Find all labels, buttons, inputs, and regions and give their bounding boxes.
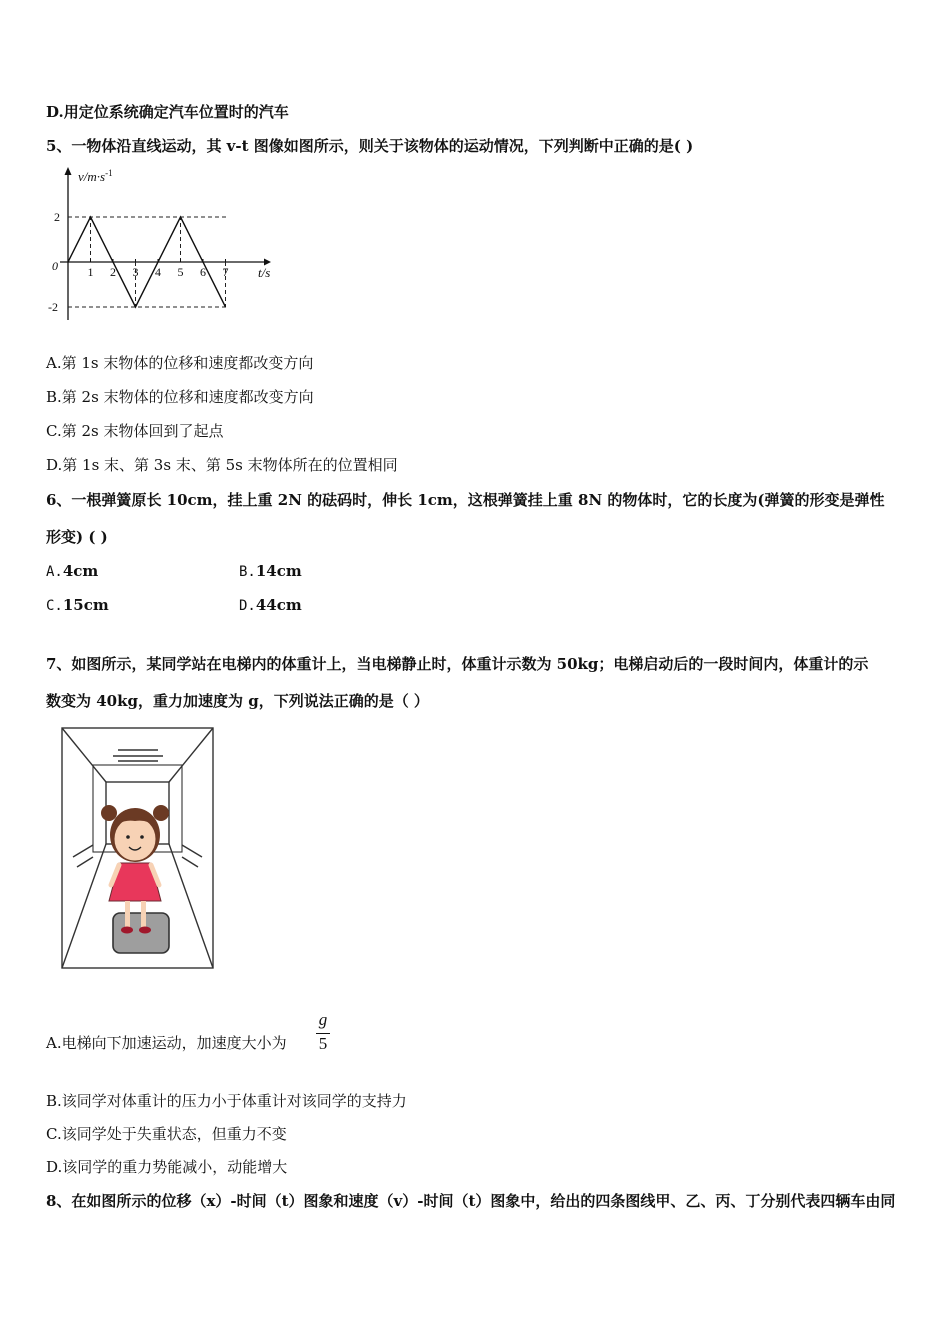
x-tick-label-2: 2 bbox=[110, 265, 116, 279]
q7-stem-line1: 7、如图所示，某同学站在电梯内的体重计上，当电梯静止时，体重计示数为 50kg；电梯启动后的一段时间内，体重计的示 bbox=[46, 655, 869, 673]
q5-option-a: A.第 1s 末物体的位移和速度都改变方向 bbox=[46, 354, 314, 372]
vt-graph bbox=[42, 165, 282, 330]
y-axis-arrow bbox=[65, 167, 72, 175]
q7-option-a: A.电梯向下加速运动，加速度大小为 bbox=[46, 1034, 287, 1052]
q5-option-c: C.第 2s 末物体回到了起点 bbox=[46, 422, 224, 440]
x-tick-label-4: 4 bbox=[155, 265, 161, 279]
x-tick-label-3: 3 bbox=[132, 265, 139, 279]
q6-option-b: B.14cm bbox=[239, 562, 302, 580]
x-tick-label-7: 7 bbox=[222, 265, 229, 279]
q5-stem: 5、一物体沿直线运动，其 v-t 图像如图所示，则关于该物体的运动情况，下列判断中正确的是( ) bbox=[46, 137, 694, 155]
q7-option-d: D.该同学的重力势能减小，动能增大 bbox=[46, 1158, 288, 1176]
q6-option-a: A.4cm bbox=[46, 562, 99, 580]
y-tick-label-0: 2 bbox=[54, 210, 60, 224]
x-tick-label-6: 6 bbox=[200, 265, 206, 279]
y-axis-label: $v/m\cdot s^{-1}$ bbox=[78, 168, 113, 184]
q5-option-b: B.第 2s 末物体的位移和速度都改变方向 bbox=[46, 388, 314, 406]
y-tick-label-1: -2 bbox=[48, 300, 58, 314]
q6-option-d: D.44cm bbox=[239, 596, 302, 614]
q6-stem-line2: 形变) ( ) bbox=[46, 528, 108, 546]
q7-option-c: C.该同学处于失重状态，但重力不变 bbox=[46, 1125, 287, 1143]
x-tick-label-1: 1 bbox=[87, 265, 94, 279]
q7-option-b: B.该同学对体重计的压力小于体重计对该同学的支持力 bbox=[46, 1092, 407, 1110]
q4-option-d: D.用定位系统确定汽车位置时的汽车 bbox=[46, 103, 289, 121]
origin-label: 0 bbox=[52, 259, 58, 273]
q6-option-c: C.15cm bbox=[46, 596, 109, 614]
elevator-illustration bbox=[61, 727, 215, 971]
q5-option-d: D.第 1s 末、第 3s 末、第 5s 末物体所在的位置相同 bbox=[46, 456, 398, 474]
x-tick-label-5: 5 bbox=[177, 265, 184, 279]
fraction-denominator: 5 bbox=[318, 1034, 328, 1053]
fraction-numerator: g bbox=[318, 1010, 328, 1029]
x-axis-label: t/s bbox=[258, 265, 271, 280]
q6-stem-line1: 6、一根弹簧原长 10cm，挂上重 2N 的砝码时，伸长 1cm，这根弹簧挂上重 8N 的物体时，它的长度为(弹簧的形变是弹性 bbox=[46, 491, 885, 509]
q7-stem-line2: 数变为 40kg，重力加速度为 g，下列说法正确的是（ ） bbox=[46, 692, 429, 710]
q8-stem-line1: 8、在如图所示的位移（x）-时间（t）图象和速度（v）-时间（t）图象中，给出的四条图线甲、乙、丙、丁分别代表四辆车由同 bbox=[46, 1192, 896, 1210]
